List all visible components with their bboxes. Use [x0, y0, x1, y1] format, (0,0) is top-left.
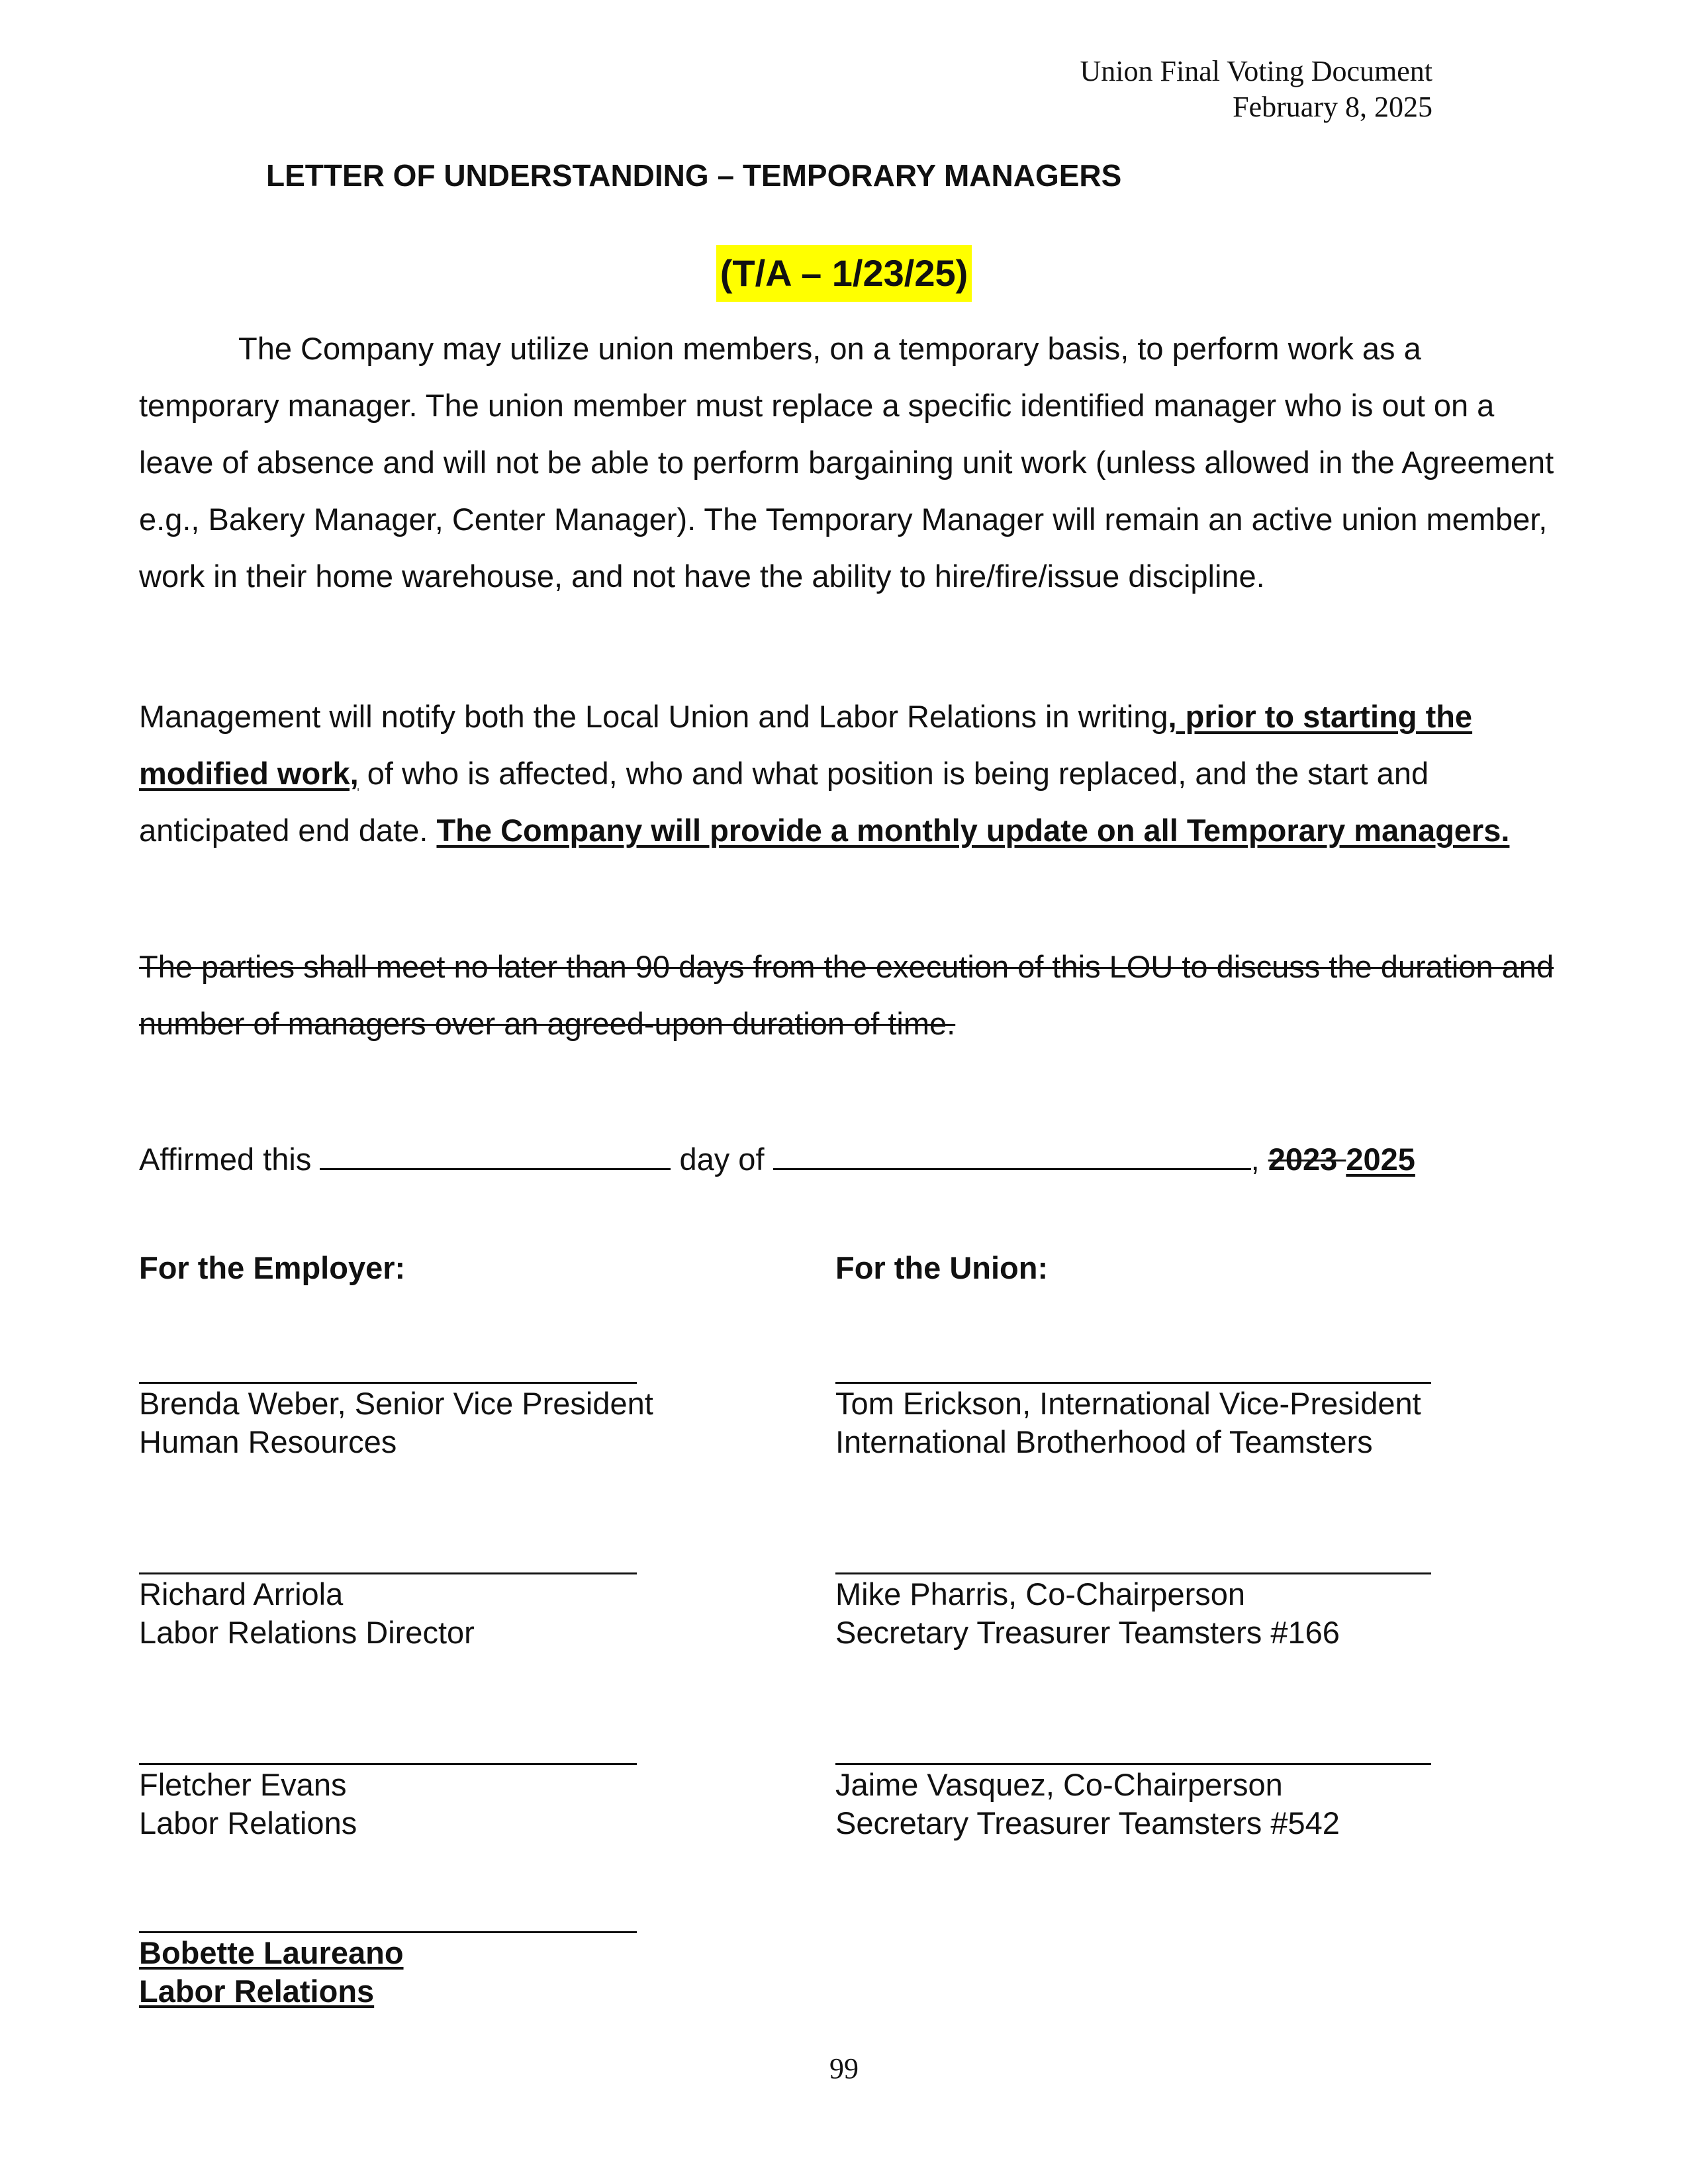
- page-number: 99: [829, 2052, 859, 2085]
- signatory-title: Labor Relations Director: [139, 1615, 475, 1650]
- paragraph-2-part3: of who is affected, who and what position is being replaced, and the start and anticipated end date.: [139, 756, 1429, 848]
- affirm-comma: ,: [1250, 1142, 1268, 1177]
- signature-line: [139, 1382, 637, 1384]
- signature-line: [139, 1763, 637, 1765]
- body-paragraph-2: [139, 688, 1562, 859]
- union-signatory-3: [835, 1766, 1340, 1843]
- signature-line: [835, 1572, 1431, 1574]
- paragraph-3-struck-text: The parties shall meet no later than 90 days from the execution of this LOU to discuss the duration and number of managers over an agreed-upon duration of time.: [139, 949, 1554, 1041]
- paragraph-2-added-text-2: The Company will provide a monthly update on all Temporary managers.: [436, 813, 1510, 848]
- year-new: 2025: [1346, 1142, 1415, 1177]
- employer-signatory-3: [139, 1766, 357, 1843]
- affirm-prefix: Affirmed this: [139, 1142, 320, 1177]
- employer-signatory-4: [139, 1934, 404, 2011]
- signatory-name: Richard Arriola: [139, 1576, 344, 1612]
- document-label: Union Final Voting Document: [1080, 55, 1432, 87]
- signatory-title: Labor Relations: [139, 1805, 357, 1841]
- signatory-name: Tom Erickson, International Vice-President: [835, 1386, 1421, 1421]
- signatory-name: Fletcher Evans: [139, 1767, 347, 1802]
- document-date: February 8, 2025: [1233, 91, 1432, 123]
- paragraph-2-added-text-1: , prior to starting the modified work,: [139, 699, 1473, 791]
- signature-line: [835, 1763, 1431, 1765]
- signature-line: [139, 1931, 637, 1933]
- signatory-name: Bobette Laureano: [139, 1935, 404, 1970]
- year-struck: 2023: [1268, 1142, 1346, 1177]
- ta-stamp-wrapper: [0, 245, 1688, 302]
- employer-signatory-2: [139, 1575, 475, 1652]
- signature-line: [139, 1572, 637, 1574]
- signature-line: [835, 1382, 1431, 1384]
- page-title: LETTER OF UNDERSTANDING – TEMPORARY MANAGERS: [266, 158, 1122, 193]
- employer-signatory-1: [139, 1385, 653, 1461]
- body-paragraph-3-struck: [139, 938, 1562, 1052]
- paragraph-2-part1: Management will notify both the Local Union and Labor Relations in writing: [139, 699, 1168, 734]
- signatory-name: Mike Pharris, Co-Chairperson: [835, 1576, 1246, 1612]
- union-signatory-2: [835, 1575, 1340, 1652]
- month-blank: [773, 1138, 1251, 1170]
- signatory-title: Human Resources: [139, 1424, 397, 1459]
- signatory-title: Secretary Treasurer Teamsters #542: [835, 1805, 1340, 1841]
- affirm-middle: day of: [671, 1142, 773, 1177]
- signatory-title: Labor Relations: [139, 1974, 375, 2009]
- signatory-name: Jaime Vasquez, Co-Chairperson: [835, 1767, 1283, 1802]
- union-signatory-1: [835, 1385, 1421, 1461]
- ta-stamp: (T/A – 1/23/25): [716, 245, 972, 302]
- signatory-title: Secretary Treasurer Teamsters #166: [835, 1615, 1340, 1650]
- signatory-name: Brenda Weber, Senior Vice President: [139, 1386, 653, 1421]
- signatory-title: International Brotherhood of Teamsters: [835, 1424, 1373, 1459]
- affirmation-line: [139, 1133, 1415, 1186]
- paragraph-1-text: The Company may utilize union members, on a temporary basis, to perform work as a temporary manager. The union member must replace a specific identified manager who is out on a leave of absence and will not be able to perform bargaining unit work (unless allowed in the Agreement e.g., Bakery Manager, Center Manager). The Temporary Manager will remain an active union member, work in their home warehouse, and not have the ability to hire/fire/issue discipline.: [139, 331, 1554, 594]
- body-paragraph-1: [139, 320, 1562, 605]
- employer-heading: For the Employer:: [139, 1250, 406, 1285]
- union-heading: For the Union:: [835, 1250, 1049, 1285]
- day-blank: [320, 1138, 671, 1170]
